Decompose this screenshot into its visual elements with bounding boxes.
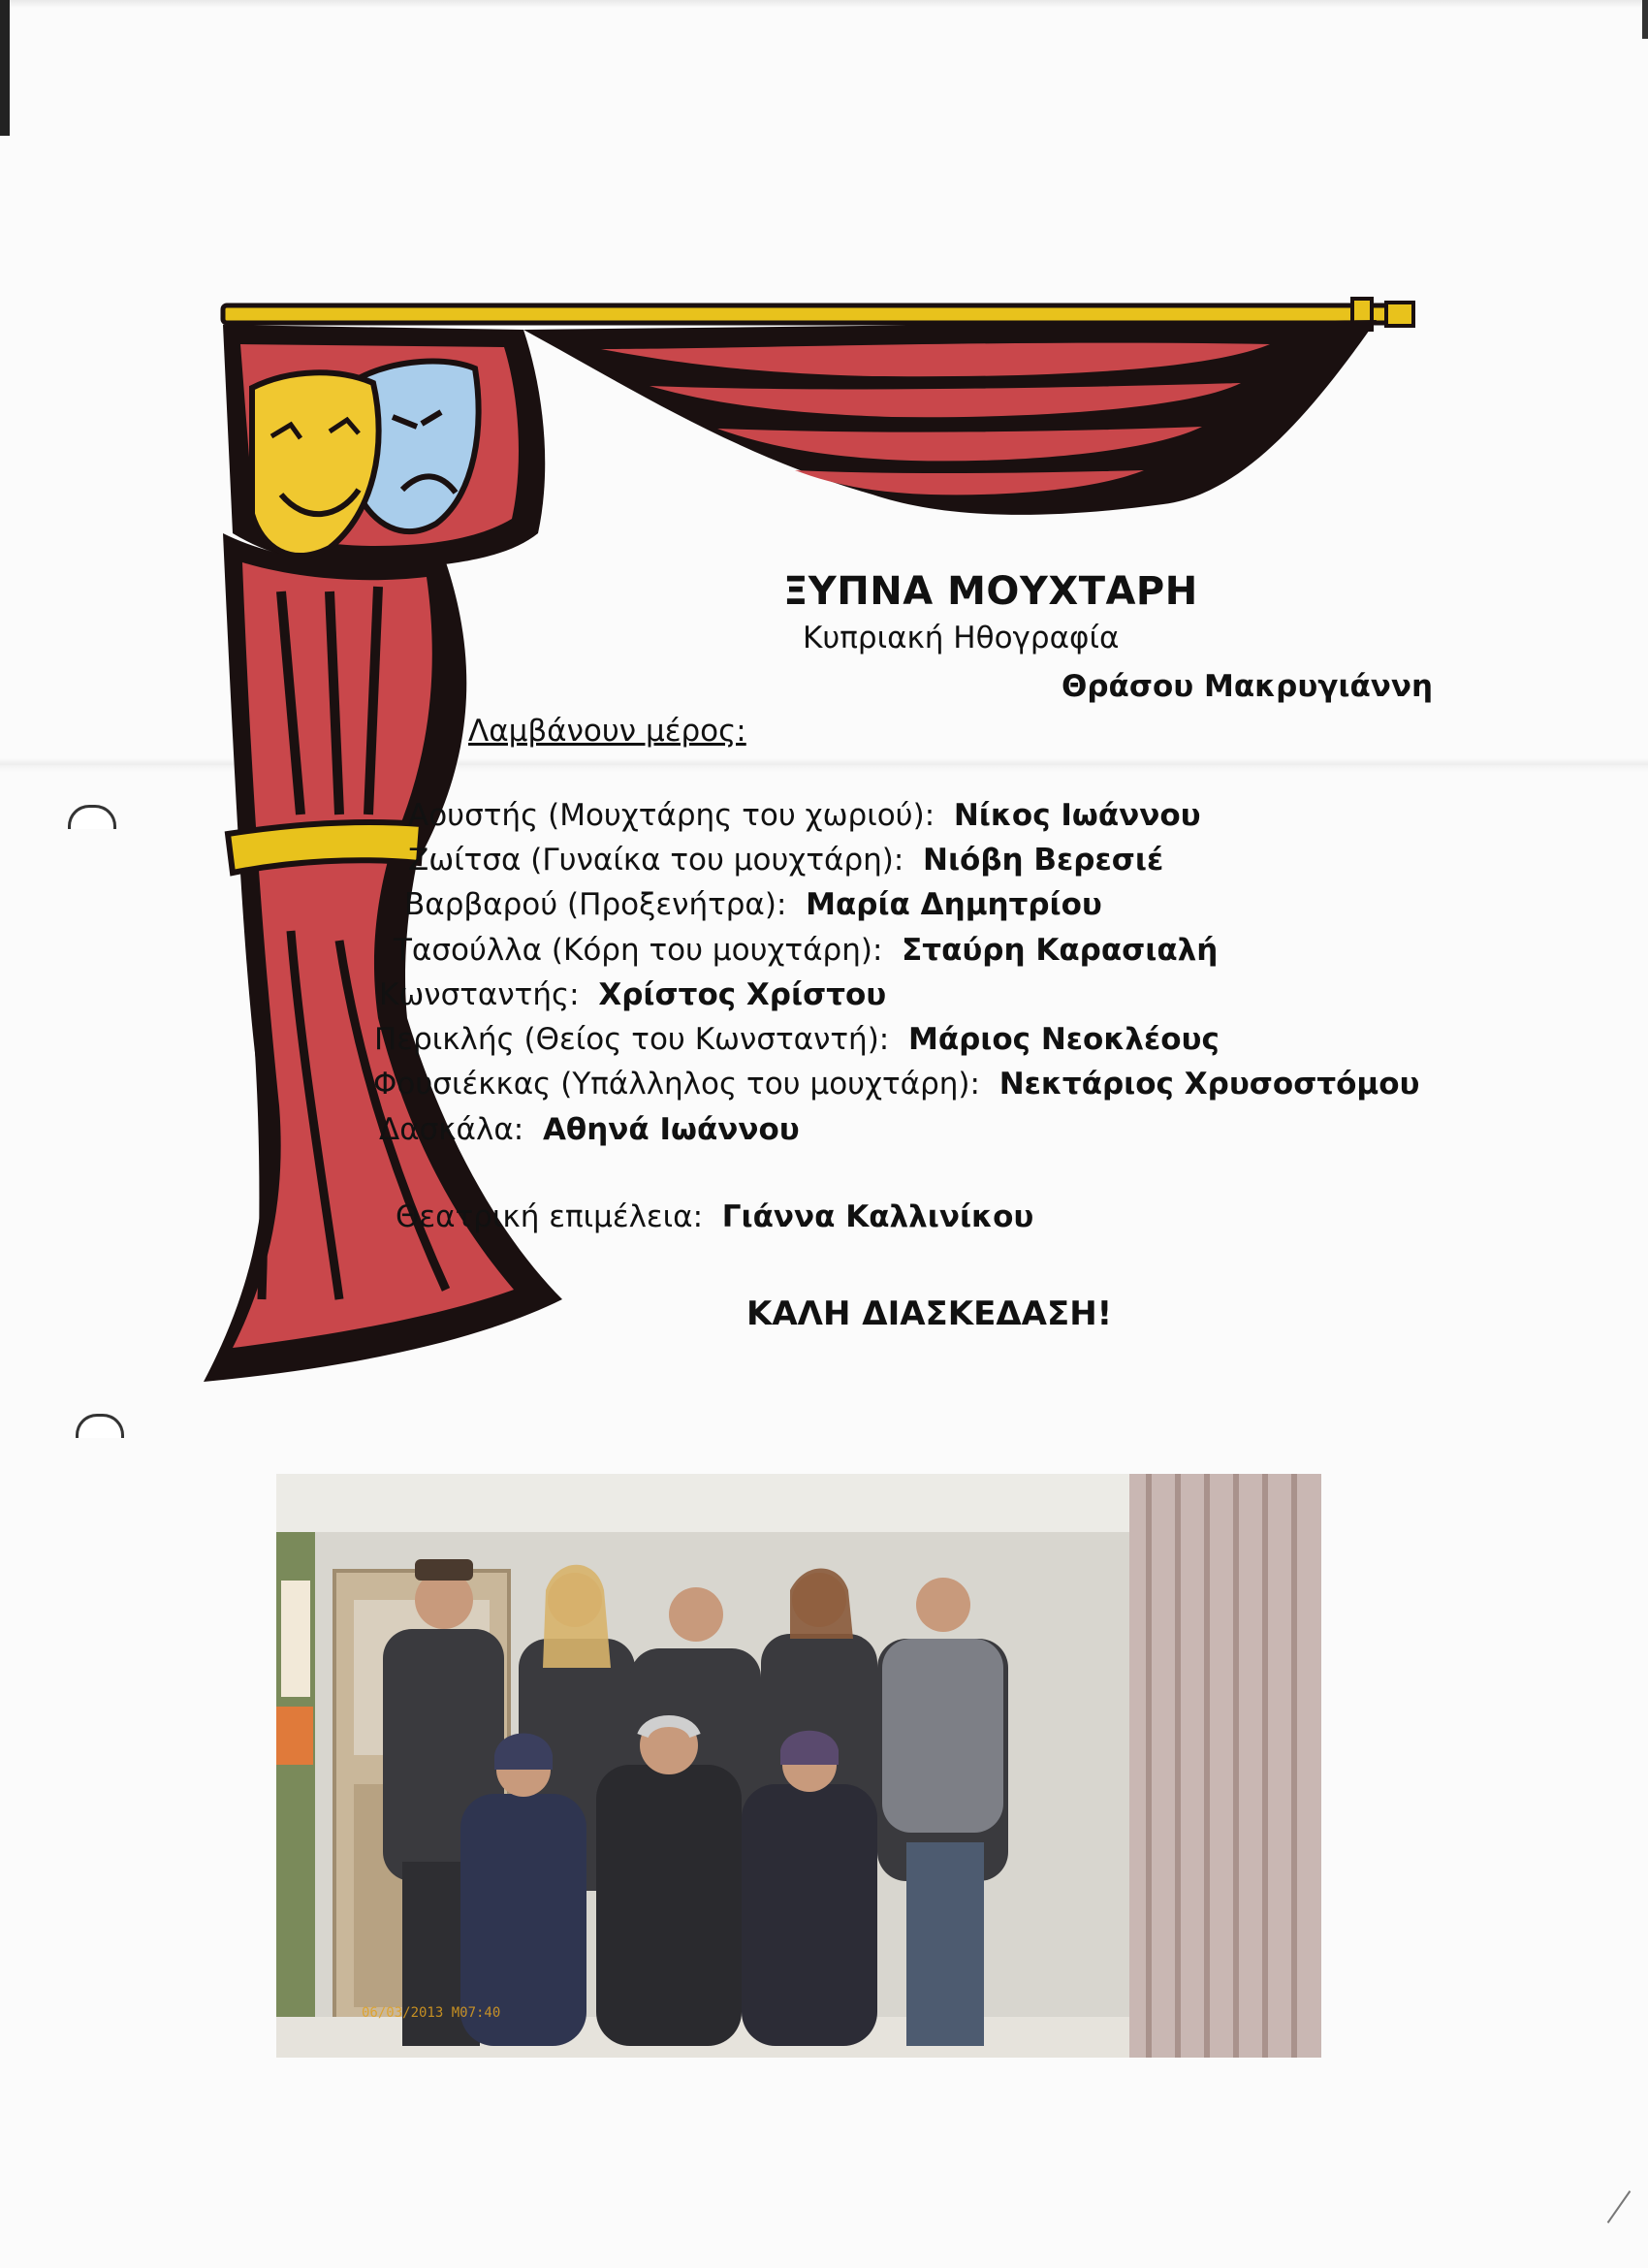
play-title: ΞΥΠΝΑ ΜΟΥΧΤΑΡΗ xyxy=(783,569,1198,614)
cast-row xyxy=(373,1067,1419,1102)
cast-role: Βαρβαρού (Προξενήτρα): xyxy=(404,887,787,922)
cast-row xyxy=(379,977,886,1012)
punch-hole xyxy=(68,805,116,829)
cast-role: Τασούλλα (Κόρη του μουχτάρη): xyxy=(394,933,883,968)
cast-actor: Αθηνά Ιωάννου xyxy=(542,1112,800,1147)
cast-row xyxy=(404,887,1102,922)
cast-role: Αουστής (Μουχτάρης του χωριού): xyxy=(408,798,935,833)
scan-edge-left xyxy=(0,0,10,136)
cast-role: Ζωίτσα (Γυναίκα του μουχτάρη): xyxy=(408,843,904,878)
cast-role: Δασκάλα: xyxy=(379,1112,524,1147)
scan-edge-right xyxy=(1642,0,1648,39)
director-role: Θεατρική επιμέλεια: xyxy=(396,1199,704,1234)
cast-row xyxy=(374,1022,1220,1057)
cast-row xyxy=(379,1112,800,1147)
cast-actor: Μάριος Νεοκλέους xyxy=(907,1022,1220,1057)
punch-hole xyxy=(76,1414,124,1438)
cast-row xyxy=(408,843,1163,878)
play-subtitle: Κυπριακή Ηθογραφία xyxy=(803,621,1120,655)
cast-actor: Νίκος Ιωάννου xyxy=(953,798,1201,833)
scan-edge xyxy=(0,0,1648,8)
director-line xyxy=(396,1199,1033,1234)
cast-row xyxy=(408,798,1201,833)
cast-actor: Σταύρη Καρασιαλή xyxy=(902,933,1219,968)
cast-actor: Νιόβη Βερεσιέ xyxy=(923,843,1164,878)
cast-heading: Λαμβάνουν μέρος: xyxy=(468,714,746,749)
scan-mark xyxy=(1607,2190,1632,2223)
cast-role: Περικλής (Θείος του Κωνσταντή): xyxy=(374,1022,890,1057)
play-author: Θράσου Μακρυγιάννη xyxy=(1062,669,1434,704)
cast-role: Κωνσταντής: xyxy=(379,977,580,1012)
cast-role: Φουσιέκκας (Υπάλληλος του μουχτάρη): xyxy=(373,1067,980,1102)
cast-actor: Μαρία Δημητρίου xyxy=(806,887,1102,922)
director-name: Γιάννα Καλλινίκου xyxy=(721,1199,1034,1234)
cast-group-photo xyxy=(276,1474,1321,2058)
cast-row xyxy=(394,933,1218,968)
photo-date-stamp: 06/03/2013 M07:40 xyxy=(362,2005,501,2021)
cast-actor: Νεκτάριος Χρυσοστόμου xyxy=(998,1067,1420,1102)
closing-message: ΚΑΛΗ ΔΙΑΣΚΕΔΑΣΗ! xyxy=(746,1294,1113,1333)
cast-actor: Χρίστος Χρίστου xyxy=(598,977,887,1012)
